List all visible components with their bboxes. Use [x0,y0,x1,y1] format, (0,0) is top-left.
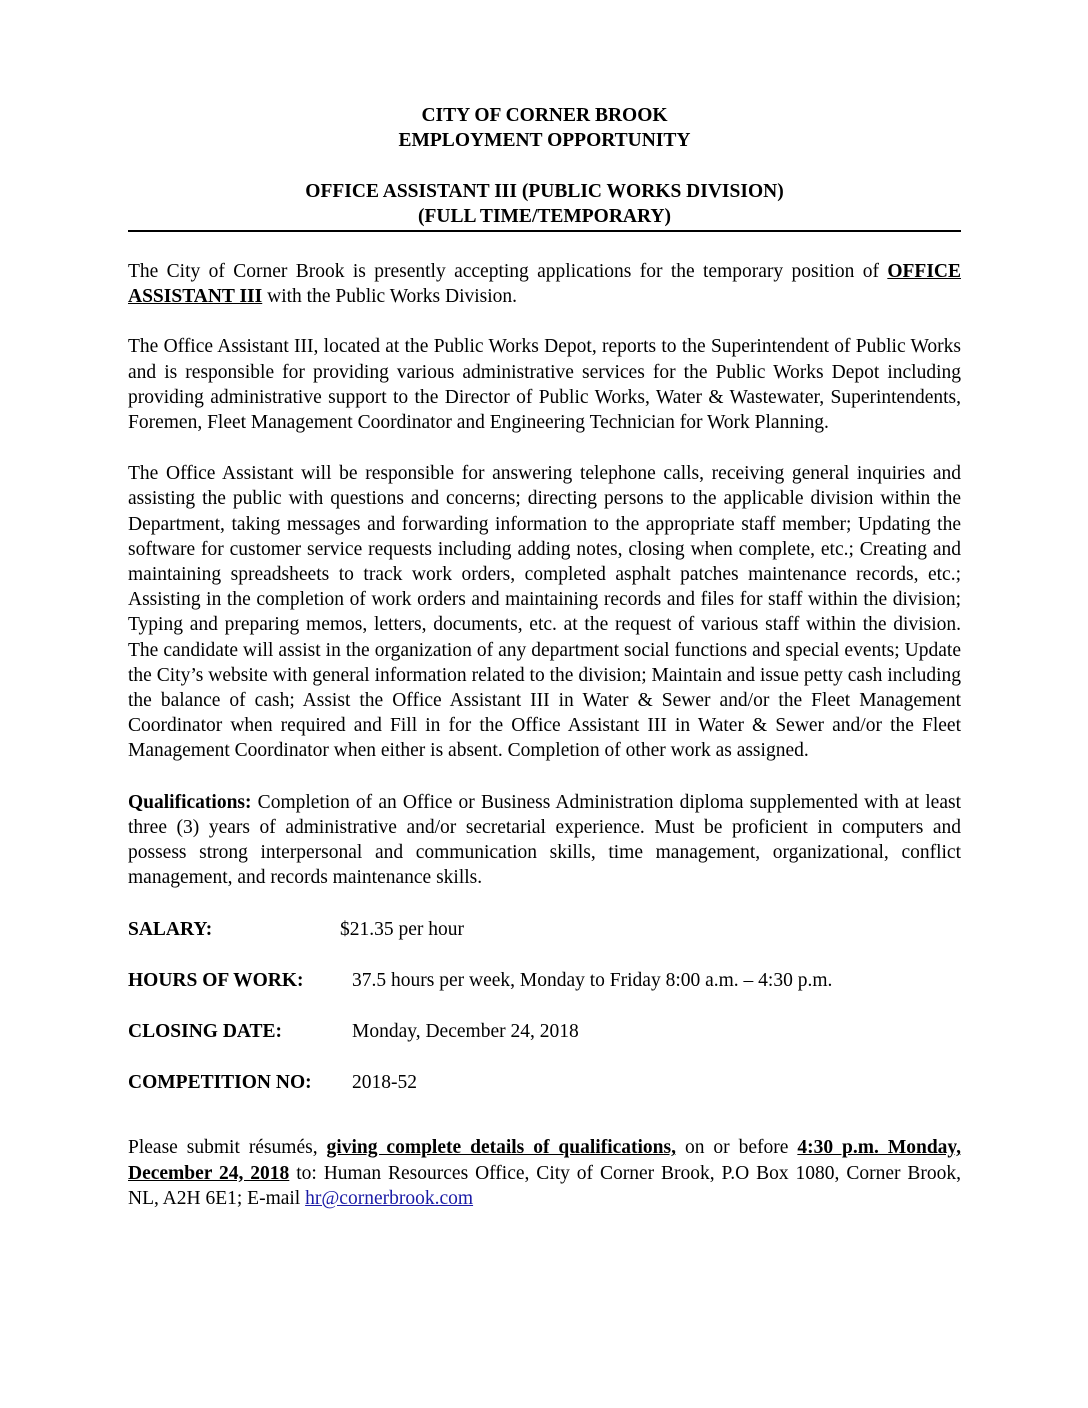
reporting-paragraph: The Office Assistant III, located at the Public Works Depot, reports to the Superintendent of Public Works and is responsible for providing various administrative services for the Public Works Depot including providing administrative support to the Director of Public Works, Water & Wastewater, Superintendents, Foremen, Fleet Management Coordinator and Engineering Technician for Work Planning. [128,336,961,434]
intro-position-name: OFFICE ASSISTANT III [128,261,961,308]
submission-instructions [128,1135,961,1211]
closing-text-2: on or before [675,1137,798,1159]
header-block [128,103,961,153]
intro-paragraph [128,259,961,309]
detail-label: SALARY: [128,919,213,941]
position-title: OFFICE ASSISTANT III (PUBLIC WORKS DIVISION) [305,181,784,202]
notice-type-title: EMPLOYMENT OPPORTUNITY [398,130,691,151]
position-term: (FULL TIME/TEMPORARY) [417,206,671,227]
closing-text-3: to: Human Resources Office, City of Corner Brook, P.O Box 1080, Corner Brook, NL, A2H 6E1; E-mail [128,1162,962,1209]
duties-paragraph: The Office Assistant will be responsible for answering telephone calls, receiving general inquiries and assisting the public with questions and concerns; directing persons to the applicable division within the Department, taking messages and forwarding information to the appropriate staff member; Updating the software for customer service requests including adding notes, closing when complete, etc.; Creating and maintaining spreadsheets to track work orders, completed asphalt patches maintenance records, etc.; Assisting in the completion of work orders and maintaining records and files for staff within the division; Typing and preparing memos, letters, documents, etc. at the request of various staff within the division. The candidate will assist in the organization of any department social functions and special events; Update the City’s website with general information related to the division; Maintain and issue petty cash including the balance of cash; Assist the Office Assistant III in Water & Sewer and/or the Fleet Management Coordinator when required and Fill in for the Office Assistant III in Water & Sewer and/or the Fleet Management Coordinator when either is absent. Completion of other work as assigned. [128,463,961,762]
detail-row-closing-date [128,1019,961,1044]
detail-value: Monday, December 24, 2018 [352,1021,579,1043]
job-details [128,917,961,1095]
detail-label: HOURS OF WORK: [128,970,304,992]
position-title-block [128,179,961,229]
detail-value: 37.5 hours per week, Monday to Friday 8:00 a.m. – 4:30 p.m. [352,970,833,992]
closing-emphasis: giving complete details of qualifications, [326,1137,676,1159]
detail-row-hours [128,968,961,993]
detail-row-competition-no [128,1070,961,1095]
qualifications-paragraph [128,790,961,891]
document-page [128,100,961,1211]
email-link[interactable]: hr@cornerbrook.com [305,1187,474,1209]
detail-row-salary [128,917,961,942]
header-divider [128,230,961,232]
employer-title: CITY OF CORNER BROOK [421,105,668,126]
qualifications-label: Qualifications: [128,791,252,813]
detail-value: $21.35 per hour [340,919,465,941]
qualifications-text: Completion of an Office or Business Administration diploma supplemented with at least three (3) years of administrative and/or secretarial experience. Must be proficient in computers and possess strong interpersonal and communication skills, time management, organizational, conflict management, and records maintenance skills. [128,791,961,889]
closing-deadline: 4:30 p.m. Monday, December 24, 2018 [128,1137,961,1184]
detail-label: COMPETITION NO: [128,1072,312,1094]
detail-label: CLOSING DATE: [128,1021,283,1043]
intro-text-after: with the Public Works Division. [262,286,518,308]
detail-value: 2018-52 [352,1072,417,1094]
intro-text-before: The City of Corner Brook is presently accepting applications for the temporary position of [128,261,888,282]
closing-text-1: Please submit résumés, [128,1137,327,1159]
